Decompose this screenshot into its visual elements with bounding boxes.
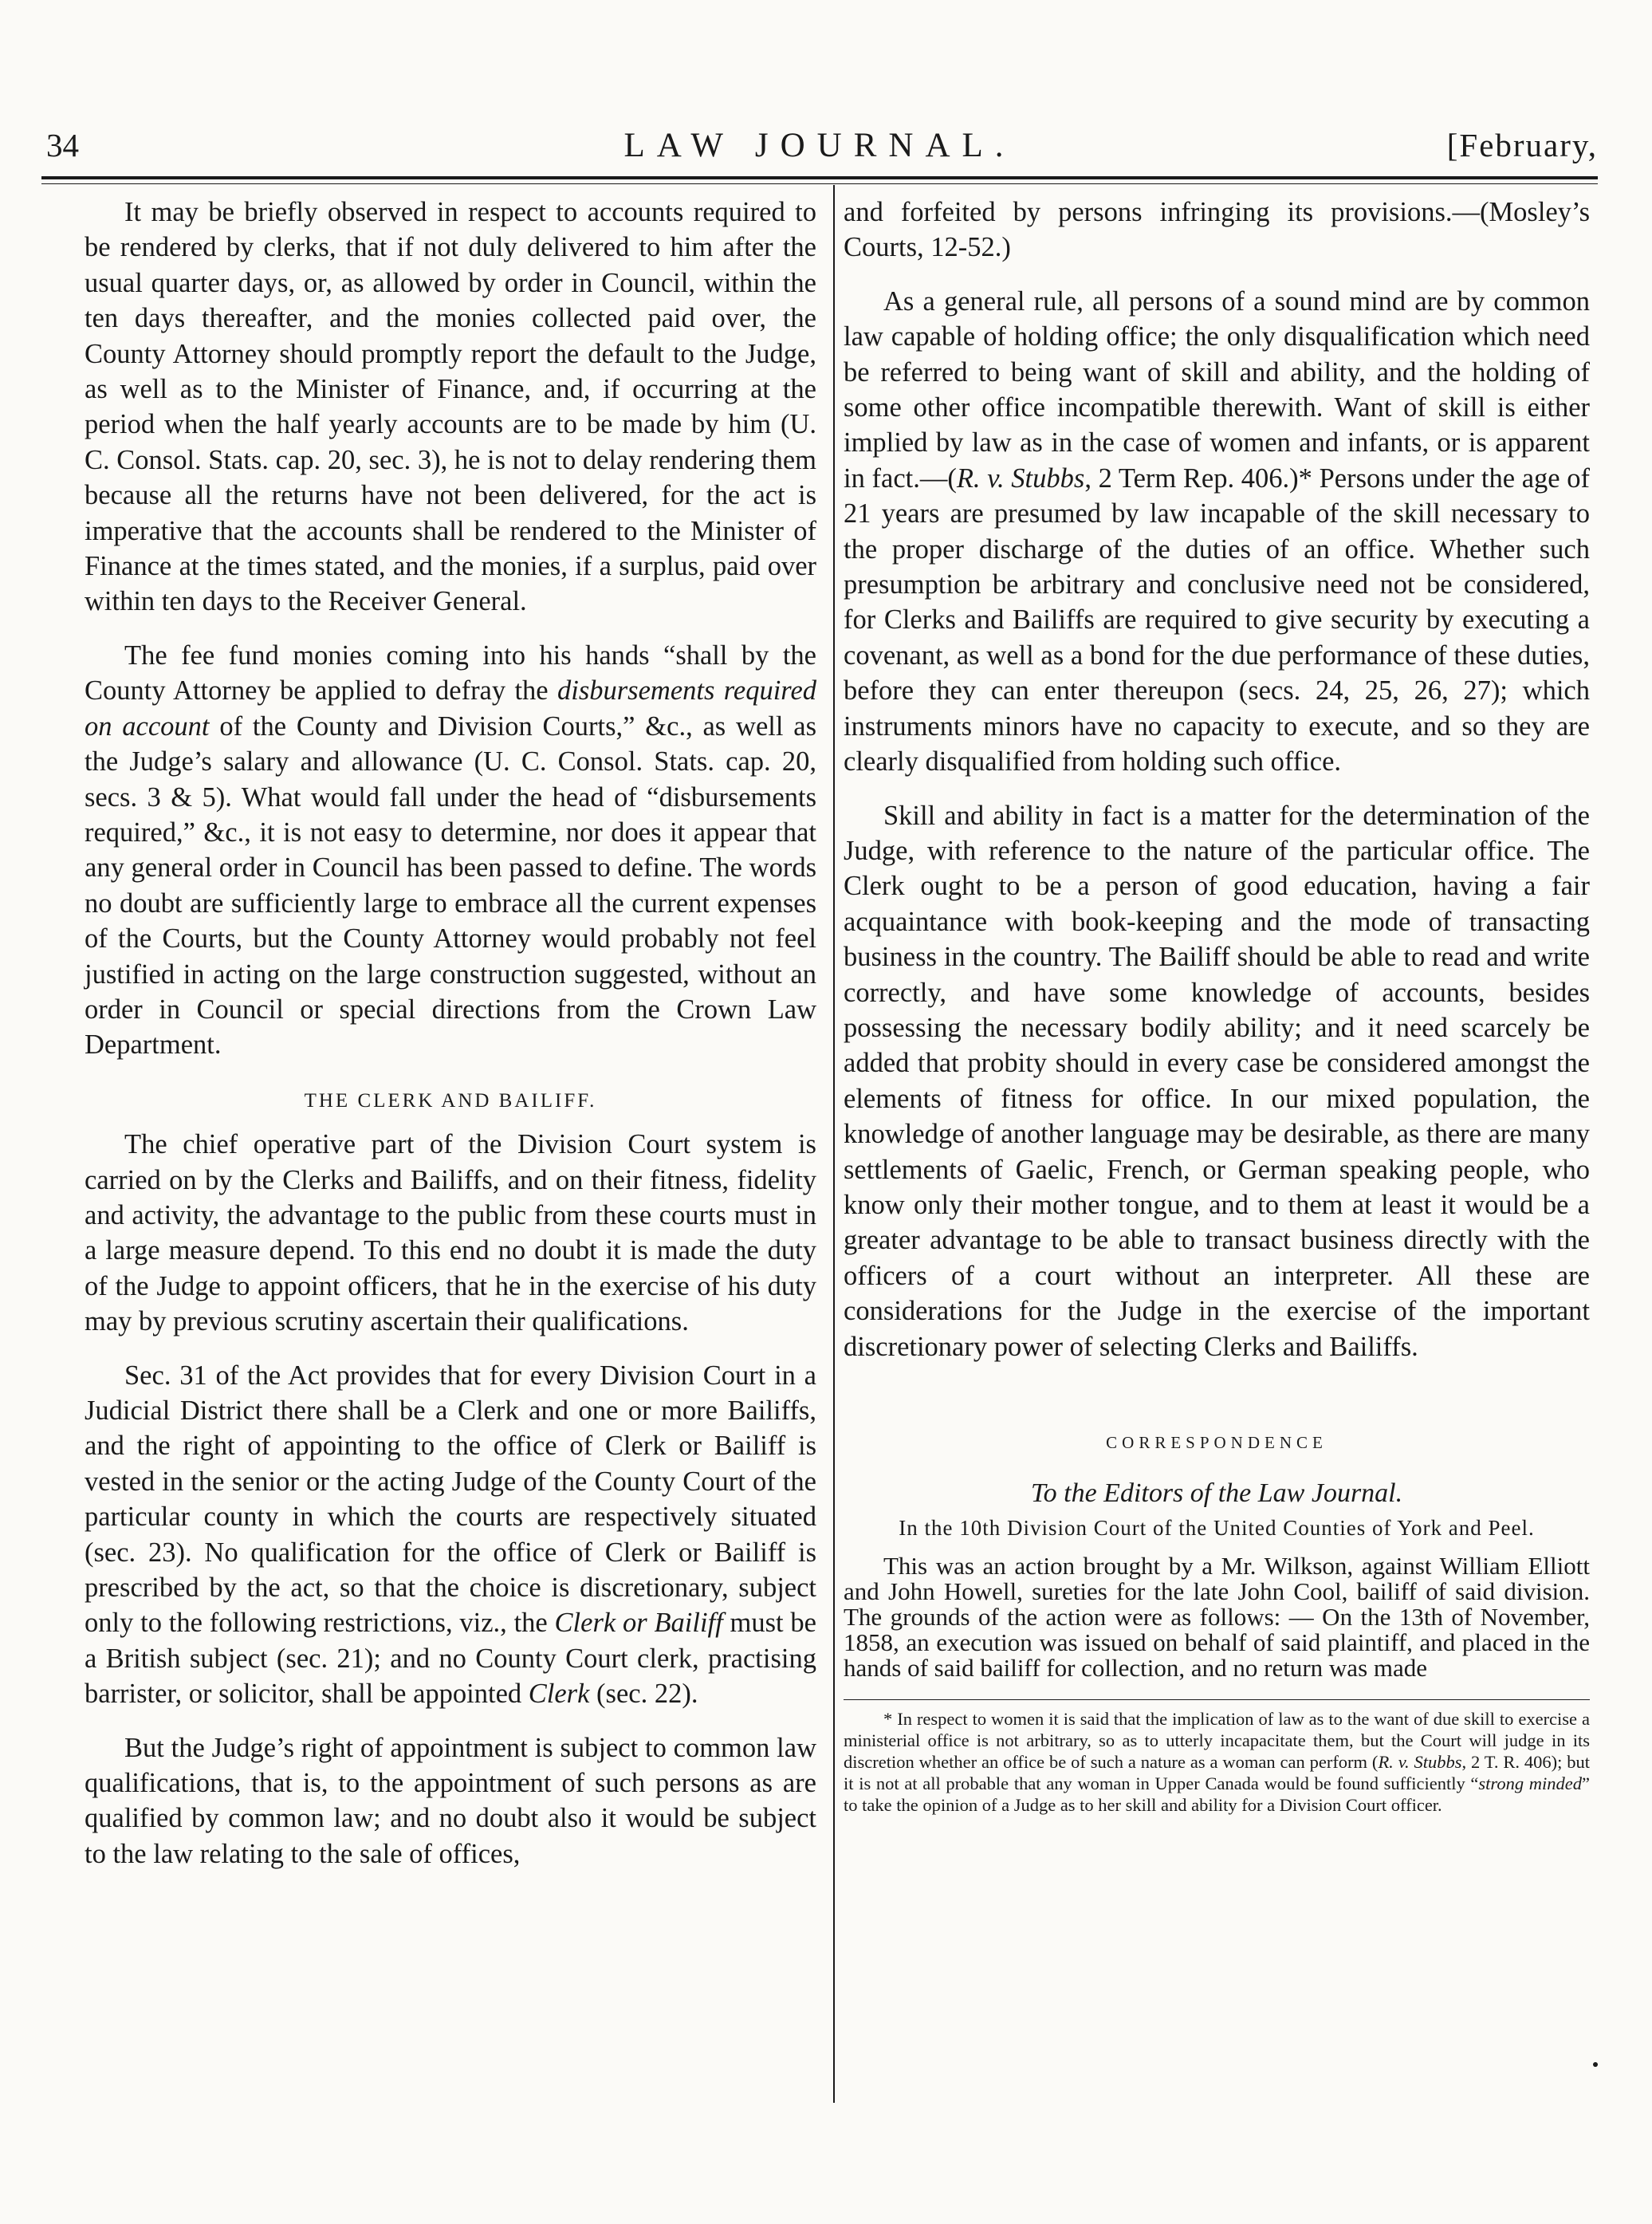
- paragraph: Skill and ability in fact is a matter for the determination of the Judge, with reference to the nature of the particular office. The Clerk ought to be a person of good education, having a fair acquaintance with book-keeping and the mode of transacting business in the country. The Bailiff should be able to read and write correctly, and have some knowledge of accounts, besides possessing the necessary bodily ability; and it need scarcely be added that probity should in every case be considered amongst the elements of fitness for office. In our mixed population, the knowledge of another language may be desirable, as there are many settlements of Gaelic, French, or German speaking people, who know only their mother tongue, and to them at least it would be a greater advantage to be able to transact business directly with the officers of a court without an interpreter. All these are considerations for the Judge in the exercise of the important discretionary power of selecting Clerks and Bailiffs.: [844, 800, 1590, 1362]
- italic-phrase: strong minded: [1478, 1773, 1582, 1793]
- italic-phrase: Clerk or Bailiff: [554, 1608, 723, 1639]
- paragraph: The chief operative part of the Division Court system is carried on by the Clerks and Bailiffs, and on their fitness, fidelity and activity, the advantage to the public from these courts must in a large measure depend. To this end no doubt it is made the duty of the Judge to appoint officers, that he in the exercise of his duty may by previous scrutiny ascertain their qualifications.: [85, 1129, 816, 1337]
- header-rule-thick: [41, 176, 1598, 179]
- page-number: 34: [46, 127, 79, 163]
- paragraph: and forfeited by persons infringing its provisions.—(Mosley’s Courts, 12-52.): [844, 197, 1590, 263]
- column-divider: [833, 185, 835, 2103]
- letter-paragraph: This was an action brought by a Mr. Wilkson, against William Elliott and John Howell, sureties for the late John Cool, bailiff of said division. The grounds of the action were as follows: — On the 13th of November, 1858, an execution was issued on behalf of said plaintiff, and placed in the hands of said bailiff for collection, and no return was made: [844, 1551, 1590, 1682]
- page-header: [41, 126, 1598, 174]
- italic-phrase: disbursements required on account: [85, 675, 817, 742]
- italic-phrase: Clerk: [528, 1679, 590, 1710]
- paragraph: Sec. 31 of the Act provides that for every Division Court in a Judicial District there shall be a Clerk and one or more Bailiffs, and the right of appointing to the office of Clerk or Bailiff is vested in the senior or the acting Judge of the County Court of the particular county in which the courts are respectively situated (sec. 23). No qualification for the office of Clerk or Bailiff is prescribed by the act, so that the choice is discretionary, subject only to the following restrictions, viz., the Clerk or Bailiff must be a British subject (sec. 21); and no County Court clerk, practising barrister, or solicitor, shall be appointed Clerk (sec. 22).: [85, 1360, 816, 1710]
- right-column: [844, 195, 1590, 1834]
- court-caption: In the 10th Division Court of the United Counties of York and Peel.: [899, 1515, 1535, 1540]
- header-rule-thin: [41, 183, 1598, 184]
- footnote-rule: [844, 1699, 1590, 1700]
- italic-citation: R. v. Stubbs: [1378, 1751, 1462, 1772]
- paragraph: It may be briefly observed in respect to accounts required to be rendered by clerks, that if not duly delivered to him after the usual quarter days, or, as allowed by order in Council, within the ten days thereafter, and the monies collected paid over, the County Attorney should promptly report the default to the Judge, as well as to the Minister of Finance, and, if occurring at the period when the half yearly accounts are to be made by him (U. C. Consol. Stats. cap. 20, sec. 3), he is not to delay rendering them because all the returns have not been delivered, for the act is imperative that the accounts shall be rendered to the Minister of Finance at the times stated, and the monies, if a surplus, paid over within ten days to the Receiver General.: [85, 197, 816, 617]
- left-column: [85, 195, 816, 1890]
- paragraph: The fee fund monies coming into his hands “shall by the County Attorney be applied to defray the disbursements required on account of the County and Division Courts,” &c., as well as the Judge’s salary and allowance (U. C. Consol. Stats. cap. 20, secs. 3 & 5). What would fall under the head of “disbursements required,” &c., it is not easy to determine, nor does it appear that any general order in Council has been passed to define. The words no doubt are sufficiently large to embrace all the current expenses of the Courts, but the County Attorney would probably not feel justified in acting on the large construction suggested, without an order in Council or special directions from the Crown Law Department.: [85, 640, 817, 1061]
- paragraph: As a general rule, all persons of a sound mind are by common law capable of holding office; the only disqualification which need be referred to being want of skill and ability, and the holding of some other office incompatible therewith. Want of skill is either implied by law as in the case of women and infants, or is apparent in fact.—(R. v. Stubbs, 2 Term Rep. 406.)* Persons under the age of 21 years are presumed by law incapable of the skill necessary to the proper discharge of the duties of an office. Whether such presumption be arbitrary and conclusive need not be considered, for Clerks and Bailiffs are required to give security by executing a covenant, as well as a bond for the due performance of these duties, before they can enter thereupon (secs. 24, 25, 26, 27); which instruments minors have no capacity to execute, and so they are clearly disqualified from holding such office.: [844, 285, 1590, 777]
- footnote: * In respect to women it is said that the implication of law as to the want of due skill to exercise a ministerial office is not arbitrary, so as to utterly incapacitate them, but the Court will judge in its discretion whether an office be of such a nature as a woman can perform (R. v. Stubbs, 2 T. R. 406); but it is not at all probable that any woman in Upper Canada would be found sufficiently “strong minded” to take the opinion of a Judge as to her skill and ability for a Division Court officer.: [844, 1708, 1590, 1815]
- correspondence-heading: CORRESPONDENCE: [1106, 1433, 1328, 1452]
- page-mark-dot: [1593, 2062, 1598, 2067]
- section-heading: THE CLERK AND BAILIFF.: [304, 1089, 597, 1112]
- editors-salutation: To the Editors of the Law Journal.: [1030, 1478, 1403, 1509]
- issue-month: [February,: [1446, 127, 1598, 163]
- journal-title: LAW JOURNAL.: [623, 127, 1016, 164]
- paragraph: But the Judge’s right of appointment is subject to common law qualifications, that is, to the appointment of such persons as are qualified by common law; and no doubt also it would be subject to the law relating to the sale of offices,: [85, 1732, 816, 1869]
- italic-citation: R. v. Stubbs: [956, 463, 1085, 494]
